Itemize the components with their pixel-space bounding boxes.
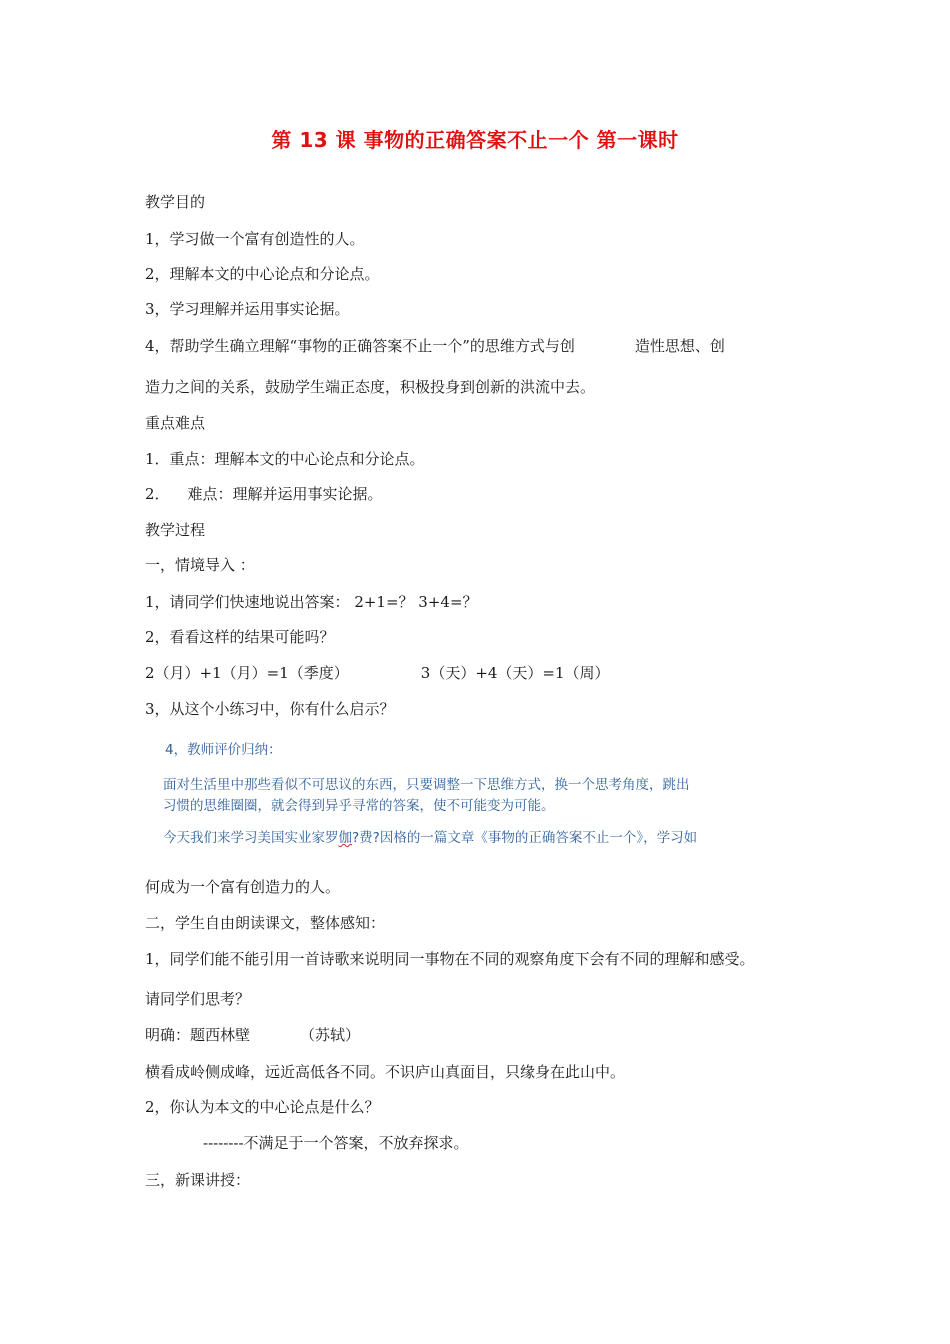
scanned-line-3-part-a: 今天我们来学习美国实业家罗 [163,830,339,846]
step-1-question-1: 1，请同学们快速地说出答案： 2+1=？ 3+4=？ [145,593,478,611]
key-point-2-number: 2． [145,485,170,503]
objective-4 [145,336,725,356]
objective-4-part-a: 4，帮助学生确立理解“事物的正确答案不止一个”的思维方式与创 [145,337,575,355]
poem-title-line [145,1025,360,1045]
step-1-examples [145,663,610,683]
section-heading-key-points: 重点难点 [145,414,206,432]
page-title: 第 13 课 事物的正确答案不止一个 第一课时 [271,128,679,152]
scanned-line-3-part-b: 伽 [338,830,352,846]
objective-4-continued: 造力之间的关系，鼓励学生端正态度，积极投身到创新的洪流中去。 [145,378,596,396]
central-thesis-answer: --------不满足于一个答案，不放弃探求。 [203,1134,469,1152]
scanned-line-3-part-c: ?费?因格的一篇文章《事物的正确答案不止一个》，学习如 [352,830,698,846]
step-1-question-3: 3，从这个小练习中，你有什么启示？ [145,700,395,718]
step-2-question-2: 2，你认为本文的中心论点是什么？ [145,1098,380,1116]
step-3-heading: 三，新课讲授： [145,1171,251,1189]
poem-author: （苏轼） [300,1026,361,1044]
example-days: 3（天）+4（天）=1（周） [420,664,610,682]
section-heading-objectives: 教学目的 [145,193,206,211]
poem-title: 明确：题西林壁 [145,1026,251,1044]
step-1-question-2: 2，看看这样的结果可能吗？ [145,628,335,646]
key-point-1: 1．重点：理解本文的中心论点和分论点。 [145,450,425,468]
step-2-question-1: 1，同学们能不能引用一首诗歌来说明同一事物在不同的观察角度下会有不同的理解和感受。 [145,950,755,968]
key-point-2-text: 难点：理解并运用事实论据。 [187,485,383,503]
objective-2: 2，理解本文的中心论点和分论点。 [145,265,380,283]
scanned-summary-line-1: 面对生活里中那些看似不可思议的东西，只要调整一下思维方式，换一个思考角度，跳出 [163,777,690,793]
objective-4-part-b: 造性思想、创 [634,337,725,355]
scanned-summary-line-3 [163,829,697,847]
step-2-heading: 二，学生自由朗读课文，整体感知： [145,914,386,932]
objective-1: 1，学习做一个富有创造性的人。 [145,230,365,248]
section-heading-process: 教学过程 [145,521,206,539]
key-point-2 [145,484,383,504]
poem-text: 横看成岭侧成峰，远近高低各不同。不识庐山真面目，只缘身在此山中。 [145,1063,626,1081]
scanned-teacher-summary-heading: 4，教师评价归纳： [165,742,282,758]
summary-continued: 何成为一个富有创造力的人。 [145,878,341,896]
step-1-heading: 一，情境导入 ： [145,556,255,574]
step-2-prompt: 请同学们思考？ [145,990,251,1008]
example-months: 2（月）+1（月）=1（季度） [145,664,349,682]
scanned-summary-line-2: 习惯的思维圈圈，就会得到异乎寻常的答案，使不可能变为可能。 [163,798,555,814]
objective-3: 3，学习理解并运用事实论据。 [145,300,350,318]
